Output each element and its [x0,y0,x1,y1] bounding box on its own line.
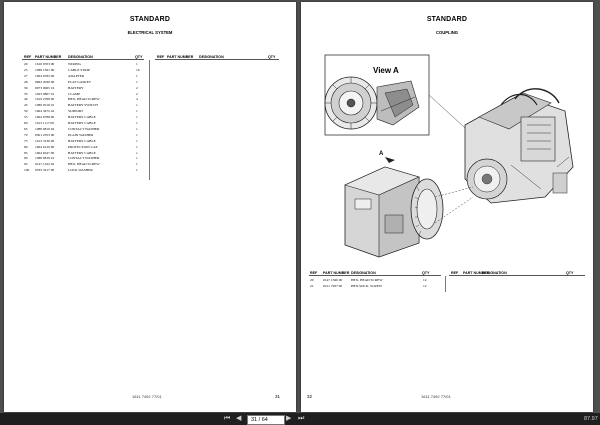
page-indicator-input[interactable]: 31 / 64 [247,415,285,425]
qty-cell: 1 [136,79,138,84]
qty-cell: 16 [136,67,140,72]
part-number-cell: 1604 3472 42 [35,109,55,114]
designation-cell: CONTACT WASHER [68,126,100,131]
table-row [24,103,144,108]
part-number-cell: 1088 1361 00 [35,67,55,72]
qty-cell: 1 [136,103,138,108]
document-number: 1611 7492 77/01 [132,394,162,399]
part-number-cell: 0301 2353 00 [35,132,55,137]
table-row [24,97,144,102]
table-top-rule [309,275,441,276]
table-row [24,121,144,126]
page-32 [301,2,593,412]
ref-cell: 65 [24,126,28,131]
part-number-cell: 0333 3217 00 [35,168,55,173]
ref-cell: 27 [24,73,28,78]
header-designation-2: DESIGNATION [482,271,507,275]
part-number-cell: 1613 1117 00 [35,121,54,125]
ref-cell: 20 [310,278,314,282]
header-ref: REF [310,271,318,275]
header-designation: DESIGNATION [351,271,376,275]
ref-cell: 50 [24,109,28,114]
qty-cell: 2 [136,85,138,90]
header-ref: REF [24,55,32,59]
header-qty: QTY [422,271,430,275]
part-number-cell: 1088 0819 02 [35,126,55,131]
header-part-number-2: PART NUMBER [463,271,490,275]
qty-cell: 12 [423,283,427,288]
zoom-level[interactable]: 87.97 [584,416,598,422]
table-row [24,156,144,161]
table-row [24,115,144,120]
ref-cell: 80 [24,144,28,149]
prev-page-icon[interactable]: ◀ [236,415,242,422]
page-number: 31 [274,394,280,399]
header-part-number: PART NUMBER [35,55,62,59]
qty-cell: 2 [136,91,138,96]
header-qty-2: QTY [566,271,574,275]
part-number-cell: 1088 0819 01 [35,156,55,161]
table-row [24,139,144,144]
qty-cell: 4 [136,97,138,102]
qty-cell: 1 [136,115,138,120]
ref-cell: 55 [24,115,28,120]
callout-a: A [379,151,384,157]
qty-cell: 1 [136,162,138,167]
header-qty-2: QTY [268,55,276,59]
first-page-icon[interactable]: ⏮ [224,415,231,422]
ref-cell: 100 [24,168,30,173]
part-number-cell: 0663 2030 00 [35,79,55,84]
section-subtitle: ELECTRICAL SYSTEM [127,30,173,35]
table-row [24,127,144,132]
qty-cell: 1 [136,150,138,155]
qty-cell: 1 [136,132,138,137]
parts-table [310,278,442,292]
table-row [24,86,144,91]
designation-cell: FLAT GASKET [68,79,91,84]
designation-cell: LOCK WASHER [68,168,93,173]
page-number: 32 [307,394,313,399]
table-row [24,109,144,114]
page-title: STANDARD [129,16,171,23]
table-row [310,284,442,289]
table-row [24,80,144,85]
page-31 [4,2,296,412]
header-ref-2: REF [157,55,165,59]
last-page-icon[interactable]: ⏭ [298,415,305,422]
part-number-cell: 1089 0516 01 [35,103,55,108]
header-designation: DESIGNATION [68,55,93,59]
header-ref-2: REF [451,271,459,275]
designation-cell: BATTERY CABLE [68,121,96,125]
qty-cell: 1 [136,126,138,131]
part-number-cell: 0147 1560 00 [323,278,343,282]
header-part-number-2: PART NUMBER [167,55,194,59]
ref-cell: 40 [24,97,28,102]
designation-cell: PROTECTION CAP [68,144,98,149]
alternator-drawing [345,167,473,257]
designation-cell: BATTERY [68,85,84,90]
qty-cell: 1 [136,138,138,143]
qty-cell: 1 [136,168,138,173]
table-top-rule [22,59,144,60]
qty-cell: 1 [136,121,138,125]
qty-cell: 1 [136,144,138,149]
header-part-number: PART NUMBER [323,271,350,275]
next-page-icon[interactable]: ▶ [286,415,292,422]
ref-cell: 35 [24,91,28,96]
table-top-rule-right [449,275,585,276]
ref-cell: 95 [24,162,28,167]
callout-arrow [385,157,395,163]
ref-cell: 75 [24,138,28,143]
column-divider [445,276,446,292]
part-number-cell: 0211 7287 00 [323,283,343,288]
part-number-cell: 1604 6788 00 [35,115,55,120]
designation-cell: HEX. HEAD SCREW [68,97,100,102]
qty-cell: 12 [423,278,427,282]
ref-cell: 70 [24,132,28,137]
part-number-cell: 1604 6129 00 [35,144,55,149]
part-number-cell: 1610 6703 00 [35,62,55,66]
designation-cell: BATTERY SWITCH [68,103,98,108]
ref-cell: 28 [24,79,28,84]
ref-cell: 25 [24,67,28,72]
parts-table [24,62,144,182]
table-row [24,151,144,156]
designation-cell: CONTACT WASHER [68,156,100,161]
qty-cell: 1 [136,62,138,66]
designation-cell: HEX. HEAD SCREW [351,278,383,282]
part-number-cell: 0073 0065 16 [35,85,55,90]
coupling-illustration [315,47,583,259]
designation-cell: CLAMP [68,91,81,96]
table-row [24,62,144,67]
part-number-cell: 1613 3136 00 [35,138,55,143]
header-designation-2: DESIGNATION [199,55,224,59]
part-number-cell: 1604 6782 00 [35,73,55,78]
designation-cell: HEX.SOCK. SCREW [351,283,383,288]
table-row [24,68,144,73]
part-number-cell: 1623 0807 01 [35,91,55,96]
designation-cell: WIRING [68,62,82,66]
part-number-cell: 1604 6347 00 [35,150,55,155]
table-row [24,168,144,173]
document-number: 1611 7492 77/01 [421,394,451,399]
designation-cell: BATTERY CABLE [68,138,96,143]
table-top-rule-right [155,59,279,60]
table-row [24,74,144,79]
ref-cell: 20 [24,62,28,66]
qty-cell: 1 [136,156,138,161]
designation-cell: ADAPTER [68,73,85,78]
page-title: STANDARD [426,16,468,23]
ref-cell: 21 [310,283,314,288]
engine-drawing [465,89,573,203]
part-number-cell: 0147 1322 92 [35,162,55,167]
table-row [24,145,144,150]
ref-cell: 60 [24,121,28,125]
ref-cell: 30 [24,85,28,90]
designation-cell: CABLE STRIP [68,67,90,72]
ref-cell: 45 [24,103,28,108]
part-number-cell: 1619 2788 00 [35,97,55,102]
designation-cell: PLAIN WASHER [68,132,94,137]
column-divider [149,60,150,180]
header-qty: QTY [135,55,143,59]
designation-cell: SUPPORT [68,109,84,114]
designation-cell: BATTERY CABLE [68,115,96,120]
qty-cell: 1 [136,73,138,78]
table-row [310,278,442,283]
table-row [24,92,144,97]
navigation-bar [0,413,600,425]
table-row [24,162,144,167]
ref-cell: 90 [24,156,28,161]
qty-cell: 1 [136,109,138,114]
designation-cell: HEX. HEAD SCREW [68,162,100,167]
table-row [24,133,144,138]
view-a-label: View A [373,66,399,75]
section-subtitle: COUPLING [435,30,459,35]
designation-cell: BATTERY CABLE [68,150,96,155]
ref-cell: 85 [24,150,28,155]
